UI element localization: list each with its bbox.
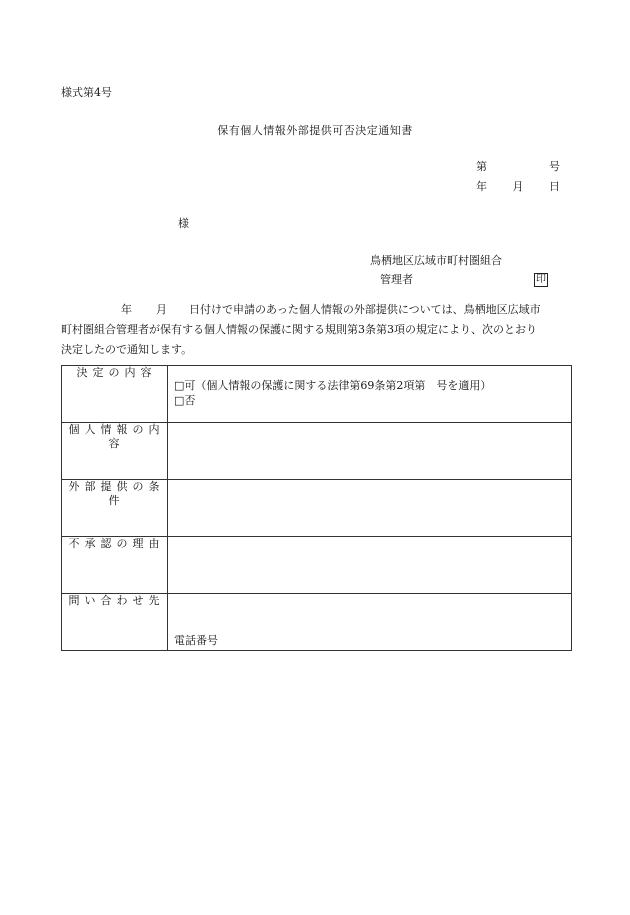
contact-cell (168, 594, 572, 651)
decision-content-cell (168, 366, 572, 423)
row-label-contact: 問い合わせ先 (62, 594, 168, 651)
info-content-cell (168, 423, 572, 480)
row-label-info-content: 個人情報の内容 (62, 423, 168, 480)
sender-organization: 鳥栖地区広域市町村圏組合 (370, 254, 502, 267)
table-row (62, 594, 572, 651)
body-year: 年 (121, 303, 132, 316)
sender-title-row (380, 273, 548, 287)
reason-cell (168, 537, 572, 594)
date-month: 月 (512, 180, 524, 193)
number-prefix: 第 (476, 160, 487, 173)
table-row (62, 366, 572, 423)
body-month: 月 (156, 303, 167, 316)
table-row (62, 480, 572, 537)
notice-body (61, 300, 573, 360)
document-title: 保有個人情報外部提供可否決定通知書 (217, 124, 413, 137)
row-label-decision: 決定の内容 (62, 366, 168, 423)
row-label-conditions: 外部提供の条件 (62, 480, 168, 537)
row-label-reason: 不承認の理由 (62, 537, 168, 594)
date-day: 日 (549, 180, 560, 193)
document-number-line (476, 160, 560, 174)
sender-title: 管理者 (380, 273, 413, 286)
seal-mark: 印 (536, 274, 546, 286)
decision-table (61, 365, 572, 651)
date-year: 年 (476, 180, 487, 193)
body-line-1 (61, 300, 573, 320)
option-deny: □否 (174, 394, 196, 407)
recipient-honorific: 様 (178, 217, 189, 230)
number-suffix: 号 (549, 160, 560, 173)
body-line-1-text: 日付けで申請のあった個人情報の外部提供については、鳥栖地区広域市 (189, 303, 541, 316)
form-number: 様式第4号 (61, 86, 112, 99)
document-date-line (476, 180, 560, 194)
body-line-3: 決定したので通知します。 (61, 343, 193, 356)
body-line-2: 町村圏組合管理者が保有する個人情報の保護に関する規則第3条第3項の規定により、次のとおり (61, 323, 537, 336)
table-row (62, 537, 572, 594)
phone-label: 電話番号 (174, 634, 218, 647)
option-approve: □可（個人情報の保護に関する法律第69条第2項第 号を適用） (174, 379, 492, 392)
table-row (62, 423, 572, 480)
conditions-cell (168, 480, 572, 537)
